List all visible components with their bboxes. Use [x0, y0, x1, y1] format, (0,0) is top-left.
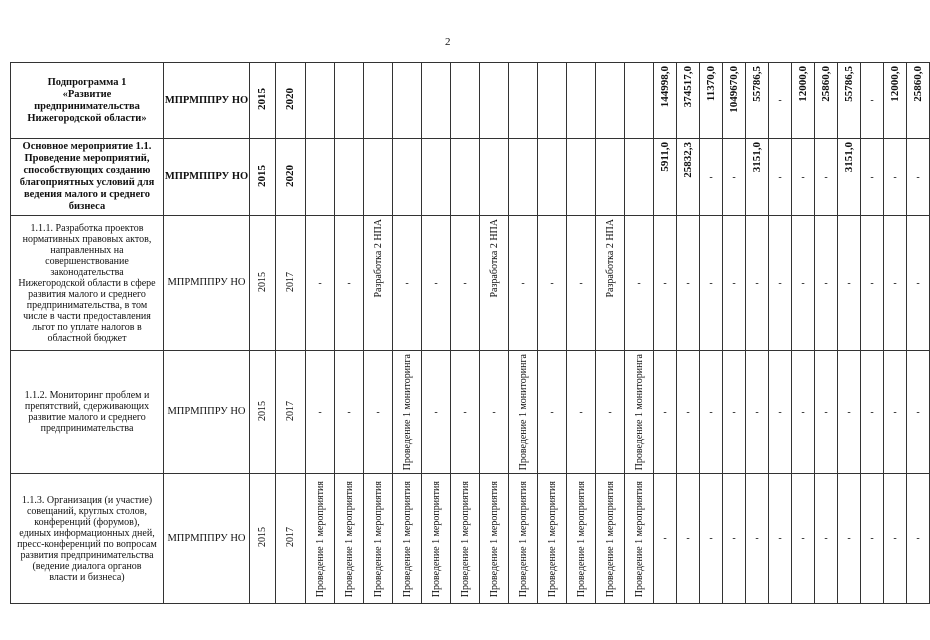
funding-cell — [677, 474, 700, 604]
funding-cell — [746, 351, 769, 474]
activity-cell — [451, 216, 480, 351]
funding-value: - — [778, 406, 782, 418]
funding-cell — [654, 351, 677, 474]
row-name-line: (ведение диалога органов — [32, 560, 142, 572]
funding-cell — [677, 139, 700, 216]
funding-cell — [861, 216, 884, 351]
activity-cell — [480, 474, 509, 604]
funding-cell — [907, 63, 930, 139]
funding-cell — [884, 474, 907, 604]
activity-cell — [625, 139, 654, 216]
funding-cell — [723, 351, 746, 474]
funding-cell — [792, 216, 815, 351]
activity-text: Разработка 2 НПА — [372, 219, 384, 298]
funding-value: - — [778, 95, 782, 106]
row-name-line: числе в части предоставления — [23, 310, 151, 322]
funding-value: - — [709, 277, 713, 289]
activity-text: Проведение 1 мероприятия — [575, 481, 587, 598]
table-row — [11, 139, 930, 216]
page-number: 2 — [445, 36, 451, 48]
funding-cell — [677, 63, 700, 139]
funding-value: 12000,0 — [796, 66, 809, 102]
row-name-line: 1.1.1. Разработка проектов — [30, 222, 144, 234]
funding-cell — [769, 139, 792, 216]
activity-cell — [393, 139, 422, 216]
funding-cell — [654, 63, 677, 139]
activity-text: Проведение 1 мероприятия — [459, 481, 471, 598]
row-name-line: Нижегородской области» — [27, 112, 147, 124]
row-name-line: единых информационных дней, — [19, 527, 155, 539]
activity-text: - — [463, 406, 467, 418]
funding-cell — [769, 216, 792, 351]
table-row — [11, 63, 930, 139]
activity-cell — [625, 63, 654, 139]
funding-cell — [746, 216, 769, 351]
activity-text: Проведение 1 мероприятия — [517, 481, 529, 598]
activity-cell — [422, 216, 451, 351]
activity-text: - — [463, 277, 467, 289]
funding-value: 25832,3 — [681, 142, 694, 178]
responsible-org: МПРМППРУ НО — [164, 139, 250, 216]
funding-cell — [769, 63, 792, 139]
funding-value: - — [778, 533, 782, 545]
activity-text: Проведение 1 мероприятия — [430, 481, 442, 598]
funding-cell — [792, 139, 815, 216]
funding-value: - — [893, 406, 897, 418]
funding-value: - — [847, 533, 851, 545]
activity-cell — [451, 474, 480, 604]
activity-cell — [509, 139, 538, 216]
funding-value: - — [801, 406, 805, 418]
activity-cell — [422, 139, 451, 216]
row-name-line: направленных на — [50, 244, 124, 256]
row-name-line: пресс-конференций по вопросам — [17, 538, 157, 550]
funding-cell — [769, 351, 792, 474]
activity-cell — [538, 216, 567, 351]
funding-value: - — [663, 277, 667, 289]
activity-text: Проведение 1 мероприятия — [372, 481, 384, 598]
table-row — [11, 351, 930, 474]
funding-cell — [815, 216, 838, 351]
activity-text: - — [579, 277, 583, 289]
activity-text: - — [608, 406, 612, 418]
funding-value: - — [847, 406, 851, 418]
funding-cell — [815, 63, 838, 139]
funding-cell — [815, 139, 838, 216]
funding-cell — [792, 63, 815, 139]
row-name-line: областной бюджет — [47, 332, 127, 344]
row-name-line: предпринимательства, в том — [26, 299, 148, 311]
row-name — [11, 63, 164, 139]
funding-cell — [700, 216, 723, 351]
funding-cell — [907, 139, 930, 216]
funding-value: - — [870, 533, 874, 545]
activity-cell — [451, 351, 480, 474]
funding-value: - — [755, 277, 759, 289]
activity-cell — [335, 63, 364, 139]
activity-text: Проведение 1 мероприятия — [314, 481, 326, 598]
row-name — [11, 474, 164, 604]
activity-cell — [596, 139, 625, 216]
end-year — [276, 139, 306, 216]
row-name-line: нормативных правовых актов, — [22, 233, 152, 245]
funding-cell — [746, 63, 769, 139]
funding-value: - — [709, 406, 713, 418]
activity-cell — [335, 351, 364, 474]
funding-value: - — [732, 277, 736, 289]
activity-cell — [306, 139, 335, 216]
activity-cell — [625, 216, 654, 351]
activity-text: Проведение 1 мероприятия — [633, 481, 645, 598]
activity-text: Проведение 1 мероприятия — [546, 481, 558, 598]
funding-value: - — [732, 533, 736, 545]
funding-cell — [677, 351, 700, 474]
funding-cell — [884, 63, 907, 139]
end-year — [276, 474, 306, 604]
funding-value: 3151,0 — [750, 142, 763, 173]
responsible-org: МПРМППРУ НО — [164, 351, 250, 474]
activity-cell — [596, 351, 625, 474]
row-name-line: предпринимательства — [34, 100, 140, 112]
activity-text: - — [347, 277, 351, 289]
start-year — [250, 216, 276, 351]
funding-value: - — [732, 171, 736, 183]
funding-value: - — [824, 171, 828, 183]
funding-value: - — [709, 533, 713, 545]
funding-cell — [700, 139, 723, 216]
funding-cell — [723, 474, 746, 604]
row-name-line: законодательства — [50, 266, 124, 278]
funding-value: - — [686, 277, 690, 289]
row-name-line: Подпрограмма 1 — [47, 76, 127, 88]
funding-cell — [884, 216, 907, 351]
funding-cell — [700, 474, 723, 604]
activity-cell — [567, 351, 596, 474]
table-row — [11, 216, 930, 351]
activity-cell — [625, 474, 654, 604]
activity-cell — [393, 474, 422, 604]
row-name-line: бизнеса — [68, 201, 106, 212]
funding-cell — [654, 216, 677, 351]
funding-cell — [769, 474, 792, 604]
funding-cell — [746, 139, 769, 216]
funding-cell — [861, 474, 884, 604]
funding-value: 5911,0 — [658, 142, 671, 172]
row-name-line: совещаний, круглых столов, — [26, 505, 148, 517]
funding-cell — [700, 63, 723, 139]
row-name-line: развития малого и среднего — [28, 288, 146, 300]
activity-cell — [596, 216, 625, 351]
row-name-line: способствующих созданию — [23, 165, 151, 176]
activity-text: - — [376, 406, 380, 418]
activity-cell — [538, 139, 567, 216]
funding-cell — [907, 351, 930, 474]
activity-cell — [567, 474, 596, 604]
activity-text: - — [550, 277, 554, 289]
activity-text: Проведение 1 мероприятия — [488, 481, 500, 598]
year-text: 2017 — [285, 527, 296, 548]
funding-cell — [907, 216, 930, 351]
funding-value: - — [709, 171, 713, 183]
start-year — [250, 474, 276, 604]
activity-cell — [451, 139, 480, 216]
year-text: 2015 — [257, 527, 268, 548]
activity-cell — [422, 351, 451, 474]
activity-cell — [335, 139, 364, 216]
activity-cell — [364, 474, 393, 604]
row-name-line: «Развитие — [62, 88, 112, 100]
activity-cell — [306, 63, 335, 139]
row-name-line: развитие малого и среднего — [28, 412, 146, 424]
row-name-line: Нижегородской области в сфере — [18, 277, 156, 289]
funding-value: - — [824, 406, 828, 418]
funding-cell — [792, 474, 815, 604]
activity-text: - — [492, 406, 496, 418]
activity-cell — [509, 474, 538, 604]
row-name-line: Основное мероприятие 1.1. — [22, 141, 152, 152]
funding-cell — [792, 351, 815, 474]
funding-value: - — [916, 171, 920, 183]
activity-cell — [596, 63, 625, 139]
funding-value: - — [755, 406, 759, 418]
funding-cell — [861, 63, 884, 139]
activity-text: Разработка 2 НПА — [488, 219, 500, 298]
row-name-line: совершенствование — [45, 255, 129, 267]
activity-cell — [364, 63, 393, 139]
end-year — [276, 351, 306, 474]
funding-value: - — [870, 406, 874, 418]
funding-value: - — [824, 533, 828, 545]
row-name-line: 1.1.3. Организация (и участие) — [21, 494, 153, 506]
funding-value: 3151,0 — [842, 142, 855, 173]
year-text: 2015 — [256, 88, 268, 110]
responsible-org: МПРМППРУ НО — [164, 216, 250, 351]
funding-value: 25860,0 — [819, 66, 832, 102]
row-name-line: власти и бизнеса) — [49, 571, 125, 583]
activity-text: Проведение 1 мероприятия — [401, 481, 413, 598]
funding-value: - — [824, 277, 828, 289]
activity-text: Проведение 1 мероприятия — [604, 481, 616, 598]
funding-value: - — [801, 533, 805, 545]
year-text: 2015 — [257, 400, 268, 421]
activity-cell — [364, 139, 393, 216]
start-year — [250, 351, 276, 474]
funding-cell — [723, 139, 746, 216]
row-name-line: развития предпринимательства — [20, 549, 154, 561]
activity-cell — [364, 216, 393, 351]
funding-value: - — [870, 171, 874, 183]
row-name-line: льгот по уплате налогов в — [32, 321, 142, 333]
funding-value: - — [801, 277, 805, 289]
year-text: 2020 — [284, 164, 296, 187]
end-year — [276, 216, 306, 351]
row-name-line: благоприятных условий для — [19, 177, 155, 188]
activity-text: - — [434, 406, 438, 418]
row-name-line: Проведение мероприятий, — [24, 153, 150, 164]
funding-cell — [815, 474, 838, 604]
activity-cell — [451, 63, 480, 139]
activity-cell — [509, 216, 538, 351]
row-name — [11, 216, 164, 351]
funding-cell — [838, 216, 861, 351]
funding-cell — [861, 139, 884, 216]
activity-cell — [306, 216, 335, 351]
funding-cell — [723, 63, 746, 139]
activity-cell — [538, 63, 567, 139]
activity-text: - — [434, 277, 438, 289]
funding-cell — [838, 139, 861, 216]
activity-cell — [567, 216, 596, 351]
funding-cell — [700, 351, 723, 474]
funding-cell — [838, 351, 861, 474]
funding-value: - — [778, 171, 782, 183]
year-text: 2017 — [285, 400, 296, 421]
activity-text: - — [318, 406, 322, 418]
funding-value: 11370,0 — [704, 66, 717, 102]
funding-value: - — [916, 406, 920, 418]
activity-cell — [480, 63, 509, 139]
funding-value: - — [686, 533, 690, 545]
activity-cell — [393, 351, 422, 474]
activity-cell — [509, 351, 538, 474]
activity-cell — [393, 63, 422, 139]
table-row — [11, 474, 930, 604]
activity-cell — [567, 63, 596, 139]
activity-cell — [480, 216, 509, 351]
funding-value: 55786,5 — [750, 66, 763, 102]
funding-value: 1049670,0 — [727, 66, 740, 113]
activity-cell — [596, 474, 625, 604]
activity-cell — [567, 139, 596, 216]
activity-cell — [422, 474, 451, 604]
funding-value: 25860,0 — [911, 66, 924, 102]
funding-value: 144998,0 — [658, 66, 671, 108]
funding-value: - — [686, 406, 690, 418]
row-name — [11, 139, 164, 216]
funding-cell — [654, 139, 677, 216]
funding-value: 374517,0 — [681, 66, 694, 108]
activity-cell — [422, 63, 451, 139]
start-year — [250, 139, 276, 216]
row-name — [11, 351, 164, 474]
funding-cell — [884, 139, 907, 216]
funding-cell — [746, 474, 769, 604]
funding-value: - — [916, 533, 920, 545]
activity-text: Проведение 1 мероприятия — [343, 481, 355, 598]
funding-value: - — [893, 277, 897, 289]
funding-value: - — [732, 406, 736, 418]
activity-text: Проведение 1 мониторинга — [401, 354, 413, 471]
funding-cell — [907, 474, 930, 604]
row-name-line: конференций (форумов), — [34, 516, 140, 528]
funding-cell — [677, 216, 700, 351]
responsible-org: МПРМППРУ НО — [164, 474, 250, 604]
activity-cell — [335, 474, 364, 604]
funding-value: 12000,0 — [888, 66, 901, 102]
funding-value: - — [893, 533, 897, 545]
activity-cell — [335, 216, 364, 351]
activity-cell — [538, 474, 567, 604]
activity-text: - — [318, 277, 322, 289]
activity-text: Проведение 1 мониторинга — [517, 354, 529, 471]
funding-value: 55786,5 — [842, 66, 855, 102]
row-name-line: ведения малого и среднего — [24, 189, 150, 200]
responsible-org: МПРМППРУ НО — [164, 63, 250, 139]
year-text: 2015 — [257, 271, 268, 292]
end-year — [276, 63, 306, 139]
funding-value: - — [801, 171, 805, 183]
row-name-line: предпринимательства — [40, 423, 134, 435]
year-text: 2017 — [285, 271, 296, 292]
activity-cell — [480, 139, 509, 216]
funding-value: - — [847, 277, 851, 289]
year-text: 2015 — [256, 164, 268, 187]
row-name-line: препятствий, сдерживающих — [24, 401, 150, 413]
year-text: 2020 — [284, 88, 296, 110]
activity-text: - — [521, 277, 525, 289]
activity-text: - — [347, 406, 351, 418]
funding-cell — [884, 351, 907, 474]
activity-cell — [625, 351, 654, 474]
funding-cell — [815, 351, 838, 474]
activity-text: - — [579, 406, 583, 418]
activity-cell — [480, 351, 509, 474]
funding-cell — [838, 474, 861, 604]
funding-value: - — [893, 171, 897, 183]
activity-text: Проведение 1 мониторинга — [633, 354, 645, 471]
funding-value: - — [778, 277, 782, 289]
funding-cell — [861, 351, 884, 474]
funding-value: - — [663, 533, 667, 545]
funding-value: - — [663, 406, 667, 418]
program-table — [10, 62, 930, 604]
funding-value: - — [916, 277, 920, 289]
activity-cell — [306, 474, 335, 604]
funding-cell — [838, 63, 861, 139]
funding-value: - — [755, 533, 759, 545]
row-name-line: 1.1.2. Мониторинг проблем и — [24, 390, 150, 402]
activity-cell — [538, 351, 567, 474]
activity-cell — [364, 351, 393, 474]
activity-cell — [306, 351, 335, 474]
activity-cell — [393, 216, 422, 351]
activity-text: Разработка 2 НПА — [604, 219, 616, 298]
activity-text: - — [405, 277, 409, 289]
funding-value: - — [870, 95, 874, 106]
funding-cell — [654, 474, 677, 604]
activity-text: - — [637, 277, 641, 289]
funding-value: - — [870, 277, 874, 289]
start-year — [250, 63, 276, 139]
activity-text: - — [550, 406, 554, 418]
activity-cell — [509, 63, 538, 139]
funding-cell — [723, 216, 746, 351]
